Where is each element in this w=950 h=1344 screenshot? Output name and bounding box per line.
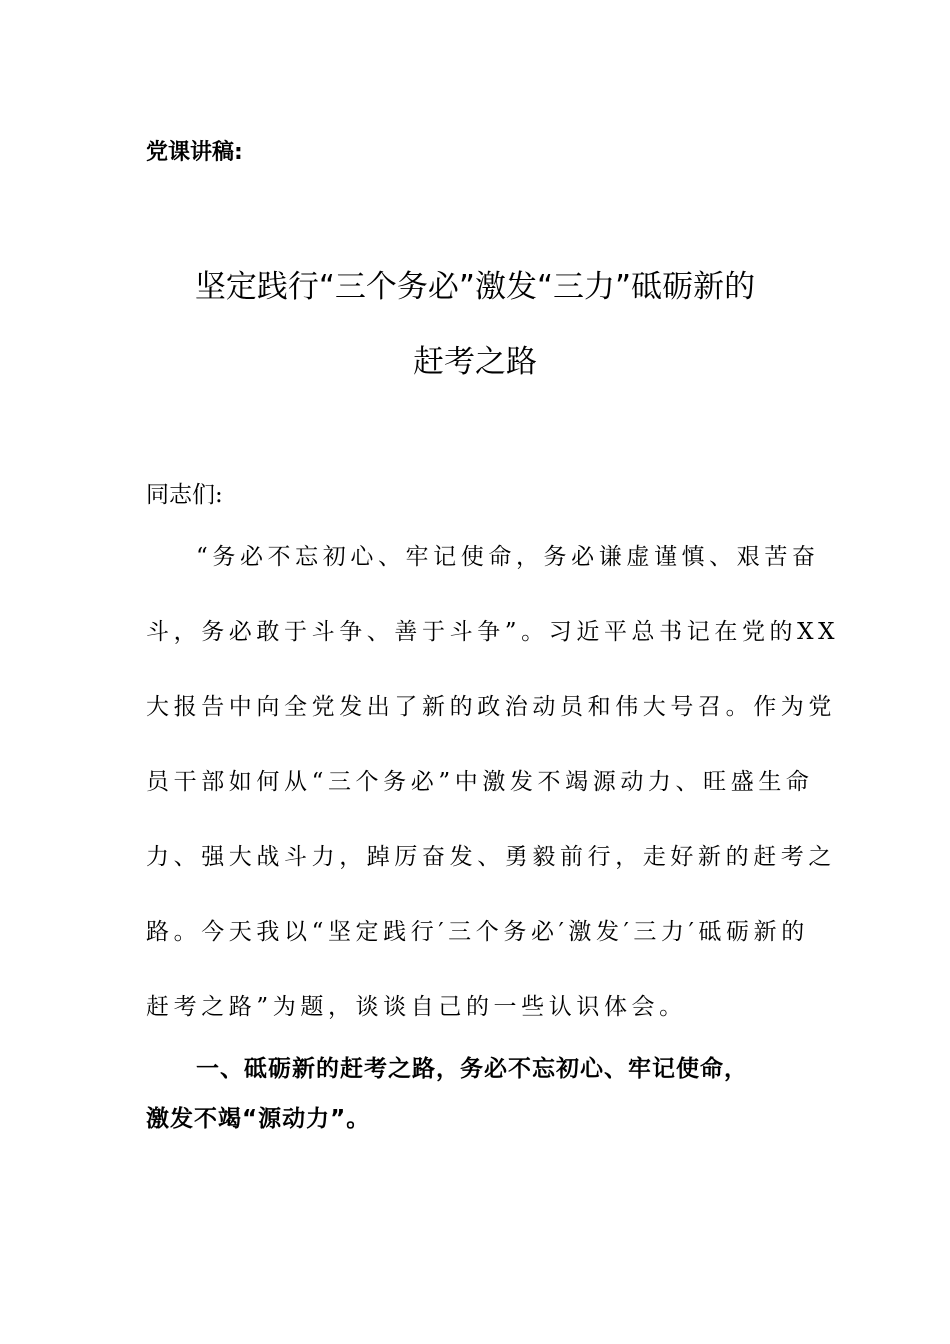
paragraph-line-4: 员干部如何从“三个务必”中激发不竭源动力、旺盛生命 bbox=[146, 769, 814, 795]
paragraph-line-6: 路。今天我以“坚定践行′三个务必′激发′三力′砥砺新的 bbox=[146, 919, 809, 945]
document-label: 党课讲稿: bbox=[146, 140, 243, 165]
paragraph-line-2: 斗，务必敢于斗争、善于斗争”。习近平总书记在党的XX bbox=[146, 619, 840, 645]
paragraph-line-3: 大报告中向全党发出了新的政治动员和伟大号召。作为党 bbox=[146, 694, 836, 720]
paragraph-line-1: “务必不忘初心、牢记使命，务必谦虚谨慎、艰苦奋 bbox=[196, 544, 820, 570]
salutation: 同志们: bbox=[146, 482, 223, 508]
paragraph-line-5: 力、强大战斗力，踔厉奋发、勇毅前行，走好新的赶考之 bbox=[146, 844, 836, 870]
section-heading-line-2: 激发不竭“源动力”。 bbox=[146, 1106, 371, 1132]
document-title-line-1: 坚定践行“三个务必”激发“三力”砥砺新的 bbox=[194, 269, 756, 305]
section-heading-line-1: 一、砥砺新的赶考之路，务必不忘初心、牢记使命， bbox=[196, 1056, 748, 1082]
document-title-line-2: 赶考之路 bbox=[413, 344, 537, 380]
paragraph-line-7: 赶考之路”为题，谈谈自己的一些认识体会。 bbox=[146, 994, 687, 1020]
